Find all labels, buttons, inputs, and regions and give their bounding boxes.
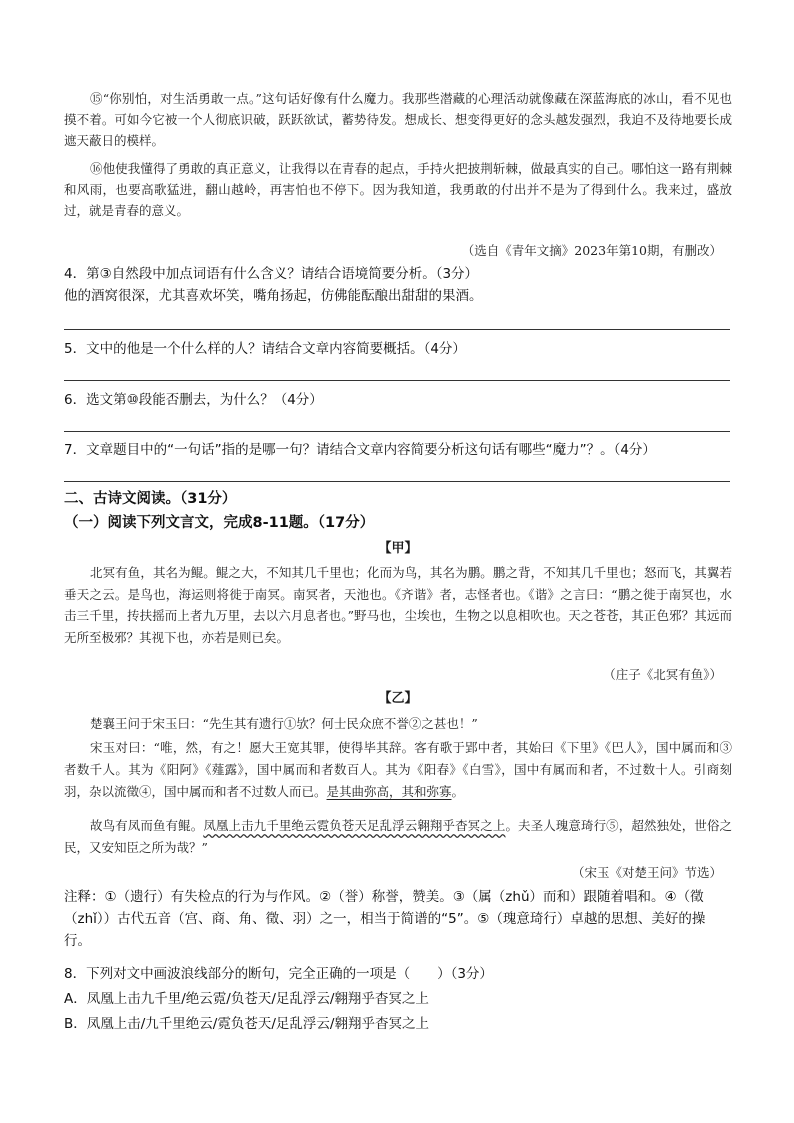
- answer-line-7[interactable]: [64, 481, 730, 482]
- text-jia-body: 北冥有鱼，其名为鲲。鲲之大，不知其几千里也；化而为鸟，其名为鹏。鹏之背，不知其几千里也；怒而飞，其翼若垂天之云。是鸟也，海运则将徙于南冥。南冥者，天池也。《齐谐》者，志怪者也。《谐》之言曰：“鹏之徙于南冥也，水击三千里，抟扶摇而上者九万里，去以六月息者也。”野马也，尘埃也，生物之以息相吹也。天之苍苍，其正色邪？其远而无所至极邪？其视下也，亦若是则已矣。: [64, 565, 732, 645]
- text-jia-source: （庄子《北冥有鱼》）: [603, 667, 722, 682]
- yi-para-2-end: 。: [451, 784, 465, 799]
- text-yi-label: 【乙】: [378, 691, 418, 706]
- question-5: 5．文中的他是一个什么样的人？请结合文章内容简要概括。（4分）: [64, 341, 466, 357]
- question-6: 6．选文第⑩段能否删去，为什么？（4分）: [64, 392, 323, 408]
- text-yi-source: （宋玉《对楚王问》节选）: [571, 865, 722, 880]
- section-2-subtitle: （一）阅读下列文言文，完成8-11题。（17分）: [64, 515, 375, 531]
- text-jia-label: 【甲】: [378, 541, 418, 556]
- paragraph-16: ⑯他使我懂得了勇敢的真正意义，让我得以在青春的起点，手持火把披荆斩棘，做最真实的自己。哪怕这一路有荆棘和风雨，也要高歌猛进，翻山越岭，再害怕也不停下。因为我知道，我勇敢的付出并不是为了得到什么。我来过，盛放过，就是青春的意义。: [64, 161, 732, 218]
- question-4-sentence: 他的酒窝很深，尤其喜欢坏笑，嘴角扬起，仿佛能酝酿出甜甜的果酒。: [64, 288, 483, 304]
- text-yi-para-2: [64, 737, 732, 803]
- article-source: （选自《青年文摘》2023年第10期，有删改）: [461, 243, 722, 258]
- yi-para-2-underlined: 是其曲弥高，其和弥寡: [326, 784, 452, 799]
- section-2-title: 二、古诗文阅读。（31分）: [64, 491, 237, 507]
- question-4: 4．第③自然段中加点词语有什么含义？请结合语境简要分析。（3分）: [64, 266, 479, 282]
- yi-para-3-end: 。夫圣人瑰意琦行⑤，超然独处，世俗之民，又安知臣之所为哉？”: [64, 818, 732, 855]
- yi-para-3-wavy: 凤凰上击九千里绝云霓负苍天足乱浮云翱翔乎杳冥之上: [203, 818, 506, 833]
- text-yi-para-3: [64, 815, 732, 859]
- paragraph-15: ⑮“你别怕，对生活勇敢一点。”这句话好像有什么魔力。我那些潜藏的心理活动就像藏在深蓝海底的冰山，看不见也摸不着。可如今它被一个人彻底识破，跃跃欲试，蓄势待发。想成长、想变得更好的念头越发强烈，我迫不及待地要长成遮天蔽日的模样。: [64, 91, 732, 148]
- question-7: 7．文章题目中的“一句话”指的是哪一句？请结合文章内容简要分析这句话有哪些“魔力”？。（4分）: [64, 442, 656, 458]
- question-8: 8．下列对文中画波浪线部分的断句，完全正确的一项是（ ）（3分）: [64, 966, 493, 982]
- yi-para-3-text: 故鸟有凤而鱼有鲲。: [90, 818, 204, 833]
- question-8-option-b[interactable]: B．凤凰上击/九千里绝云/霓负苍天/足乱浮云/翱翔乎杳冥之上: [64, 1016, 429, 1032]
- yi-para-2-text: 宋玉对曰：“唯，然，有之！愿大王宽其罪，使得毕其辞。客有歌于郢中者，其始曰《下里》《巴人》，国中属而和③者数千人。其为《阳阿》《薤露》，国中属而和者数百人。其为《阳春》《白雪》，国中有属而和者，不过数十人。引商刻羽，杂以流徵④，国中属而和者不过数人而已。: [64, 740, 732, 799]
- text-yi-para-1: 楚襄王问于宋玉曰：“先生其有遗行①欤？何士民众庶不誉②之甚也！”: [90, 716, 478, 731]
- answer-line-5[interactable]: [64, 380, 730, 381]
- question-8-option-a[interactable]: A．凤凰上击九千里/绝云霓/负苍天/足乱浮云/翱翔乎杳冥之上: [64, 991, 429, 1007]
- answer-line-4[interactable]: [64, 329, 730, 330]
- notes: 注释：①（遗行）有失检点的行为与作风。②（誉）称誉，赞美。③（属（zhǔ）而和）跟随着唱和。④（徵（zhǐ））古代五音（宫、商、角、徵、羽）之一，相当于简谱的“5”。⑤（瑰意琦行）卓越的思想、美好的操行。: [64, 889, 706, 949]
- answer-line-6[interactable]: [64, 431, 730, 432]
